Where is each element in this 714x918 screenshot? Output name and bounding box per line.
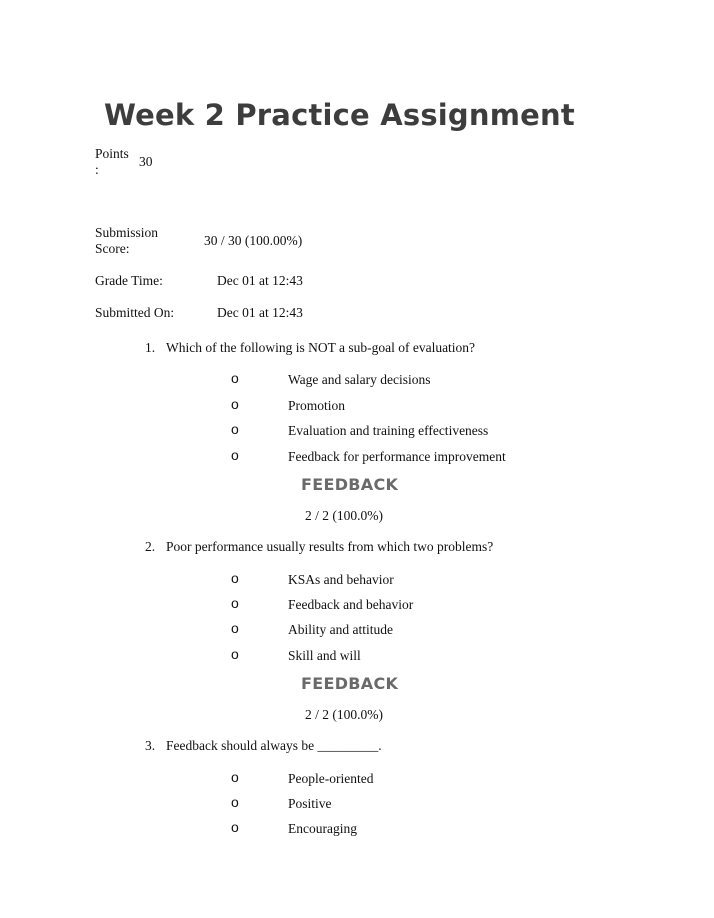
feedback-heading: FEEDBACK: [301, 475, 399, 494]
answer-option: Ability and attitude: [288, 622, 393, 637]
option-bullet-icon: o: [231, 794, 239, 810]
question-number: 1.: [145, 340, 156, 355]
grade-time-label: Grade Time:: [95, 273, 163, 288]
option-bullet-icon: o: [231, 646, 239, 662]
submission-score-label-line2: Score:: [95, 241, 130, 256]
submitted-on-value: Dec 01 at 12:43: [217, 305, 303, 320]
submission-score-value: 30 / 30 (100.00%): [204, 233, 303, 248]
question-text: Feedback should always be _________.: [166, 738, 382, 753]
option-bullet-icon: o: [231, 421, 239, 437]
points-label-line2: :: [95, 162, 99, 177]
points-label: [95, 146, 129, 178]
feedback-heading: FEEDBACK: [301, 674, 399, 693]
submitted-on-label: Submitted On:: [95, 305, 175, 320]
option-bullet-icon: o: [231, 620, 239, 636]
answer-option: People-oriented: [288, 771, 374, 786]
option-bullet-icon: o: [231, 819, 239, 835]
option-bullet-icon: o: [231, 370, 239, 386]
answer-option: Feedback for performance improvement: [288, 449, 506, 464]
grade-time-value: Dec 01 at 12:43: [217, 273, 303, 288]
question-text: Which of the following is NOT a sub-goal of evaluation?: [166, 340, 476, 355]
option-bullet-icon: o: [231, 769, 239, 785]
submission-score-label-line1: Submission: [95, 225, 159, 240]
points-label-line1: Points: [95, 146, 129, 161]
question-number: 3.: [145, 738, 156, 753]
question-number: 2.: [145, 539, 156, 554]
option-bullet-icon: o: [231, 447, 239, 463]
answer-option: Evaluation and training effectiveness: [288, 423, 489, 438]
points-value: 30: [139, 154, 153, 169]
answer-option: Skill and will: [288, 648, 361, 663]
answer-option: Encouraging: [288, 821, 357, 836]
answer-option: Positive: [288, 796, 332, 811]
option-bullet-icon: o: [231, 396, 239, 412]
feedback-score: 2 / 2 (100.0%): [305, 707, 383, 722]
submission-score-label: [95, 225, 158, 257]
option-bullet-icon: o: [231, 570, 239, 586]
answer-option: Wage and salary decisions: [288, 372, 431, 387]
page-title: Week 2 Practice Assignment: [104, 98, 575, 132]
option-bullet-icon: o: [231, 595, 239, 611]
answer-option: Promotion: [288, 398, 346, 413]
feedback-score: 2 / 2 (100.0%): [305, 508, 383, 523]
question-text: Poor performance usually results from which two problems?: [166, 539, 494, 554]
answer-option: KSAs and behavior: [288, 572, 394, 587]
answer-option: Feedback and behavior: [288, 597, 414, 612]
